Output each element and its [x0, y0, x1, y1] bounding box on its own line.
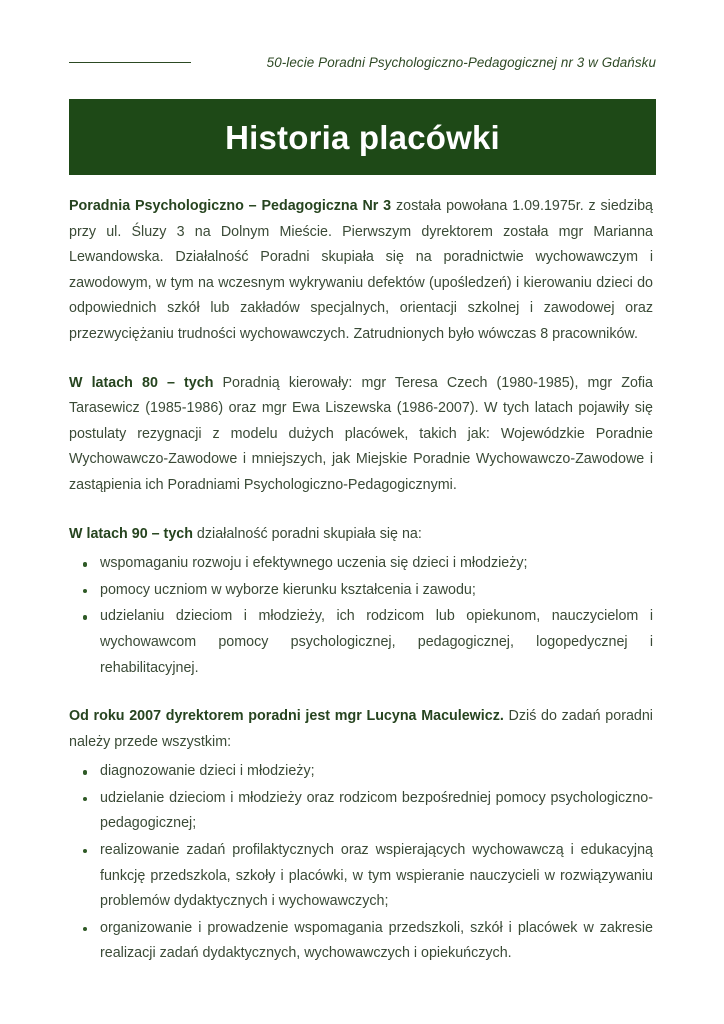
- title-banner: [69, 99, 656, 175]
- list-item: realizowanie zadań profilaktycznych oraz wspierających wychowawczą i edukacyjną funkcję przedszkola, szkoły i placówki, w tym wspieranie nauczycieli w rozwiązywaniu problemów dydaktycznych i wychowawczych;: [100, 838, 653, 915]
- header-title: 50-lecie Poradni Psychologiczno-Pedagogicznej nr 3 w Gdańsku: [266, 55, 656, 71]
- list-item: diagnozowanie dzieci i młodzieży;: [100, 759, 653, 785]
- document-body: [69, 194, 653, 968]
- page-title: Historia placówki: [225, 118, 500, 156]
- document-header: [69, 50, 656, 76]
- paragraph-lead: Poradnia Psychologiczno – Pedagogiczna Nr 3: [69, 198, 392, 214]
- paragraph-lead: Od roku 2007 dyrektorem poradni jest mgr Lucyna Maculewicz.: [69, 708, 504, 725]
- paragraph-eighties: [69, 371, 653, 499]
- paragraph-text: działalność poradni skupiała się na:: [192, 525, 422, 542]
- bullet-list-since-2007: [69, 759, 653, 967]
- paragraph-text: Dziś do zadań poradni należy przede wszystkim:: [69, 708, 653, 750]
- paragraph-since-2007: [69, 704, 653, 755]
- list-item: pomocy uczniom w wyborze kierunku kształcenia i zawodu;: [100, 578, 653, 604]
- bullet-list-nineties: [69, 551, 653, 681]
- paragraph-founding: [69, 194, 653, 348]
- list-item: udzielaniu dzieciom i młodzieży, ich rodzicom lub opiekunom, nauczycielom i wychowawcom pomocy psychologicznej, pedagogicznej, logopedycznej i rehabilitacyjnej.: [100, 604, 653, 681]
- paragraph-lead: W latach 80 – tych: [69, 374, 214, 391]
- list-item: organizowanie i prowadzenie wspomagania przedszkoli, szkół i placówek w zakresie realizacji zadań dydaktycznych, wychowawczych i opiekuńczych.: [100, 916, 653, 967]
- paragraph-nineties: [69, 522, 653, 548]
- paragraph-text: Poradnią kierowały: mgr Teresa Czech (1980-1985), mgr Zofia Tarasewicz (1985-1986) oraz mgr Ewa Liszewska (1986-2007). W tych latach pojawiły się postulaty rezygnacji z modelu dużych placówek, takich jak: Wojewódzkie Poradnie Wychowawczo-Zawodowe i mniejszych, jak Miejskie Poradnie Wychowawczo-Zawodowe i zastąpienia ich Poradniami Psychologiczno-Pedagogicznymi.: [69, 374, 653, 493]
- list-item: wspomaganiu rozwoju i efektywnego uczenia się dzieci i młodzieży;: [100, 551, 653, 577]
- paragraph-lead: W latach 90 – tych: [69, 525, 193, 542]
- list-item: udzielanie dzieciom i młodzieży oraz rodzicom bezpośredniej pomocy psychologiczno-pedagogicznej;: [100, 786, 653, 837]
- horizontal-rule-icon: [69, 62, 191, 63]
- paragraph-text: została powołana 1.09.1975r. z siedzibą przy ul. Śluzy 3 na Dolnym Mieście. Pierwszym dyrektorem została mgr Marianna Lewandowska. Działalność Poradni skupiała się na poradnictwie wychowawczym i zawodowym, w tym na wczesnym wykrywaniu defektów (upośledzeń) i kierowaniu dzieci do odpowiednich szkół lub zakładów specjalnych, orientacji szkolnej i zawodowej oraz przezwyciężaniu trudności wychowawczych. Zatrudnionych było wówczas 8 pracowników.: [69, 198, 653, 342]
